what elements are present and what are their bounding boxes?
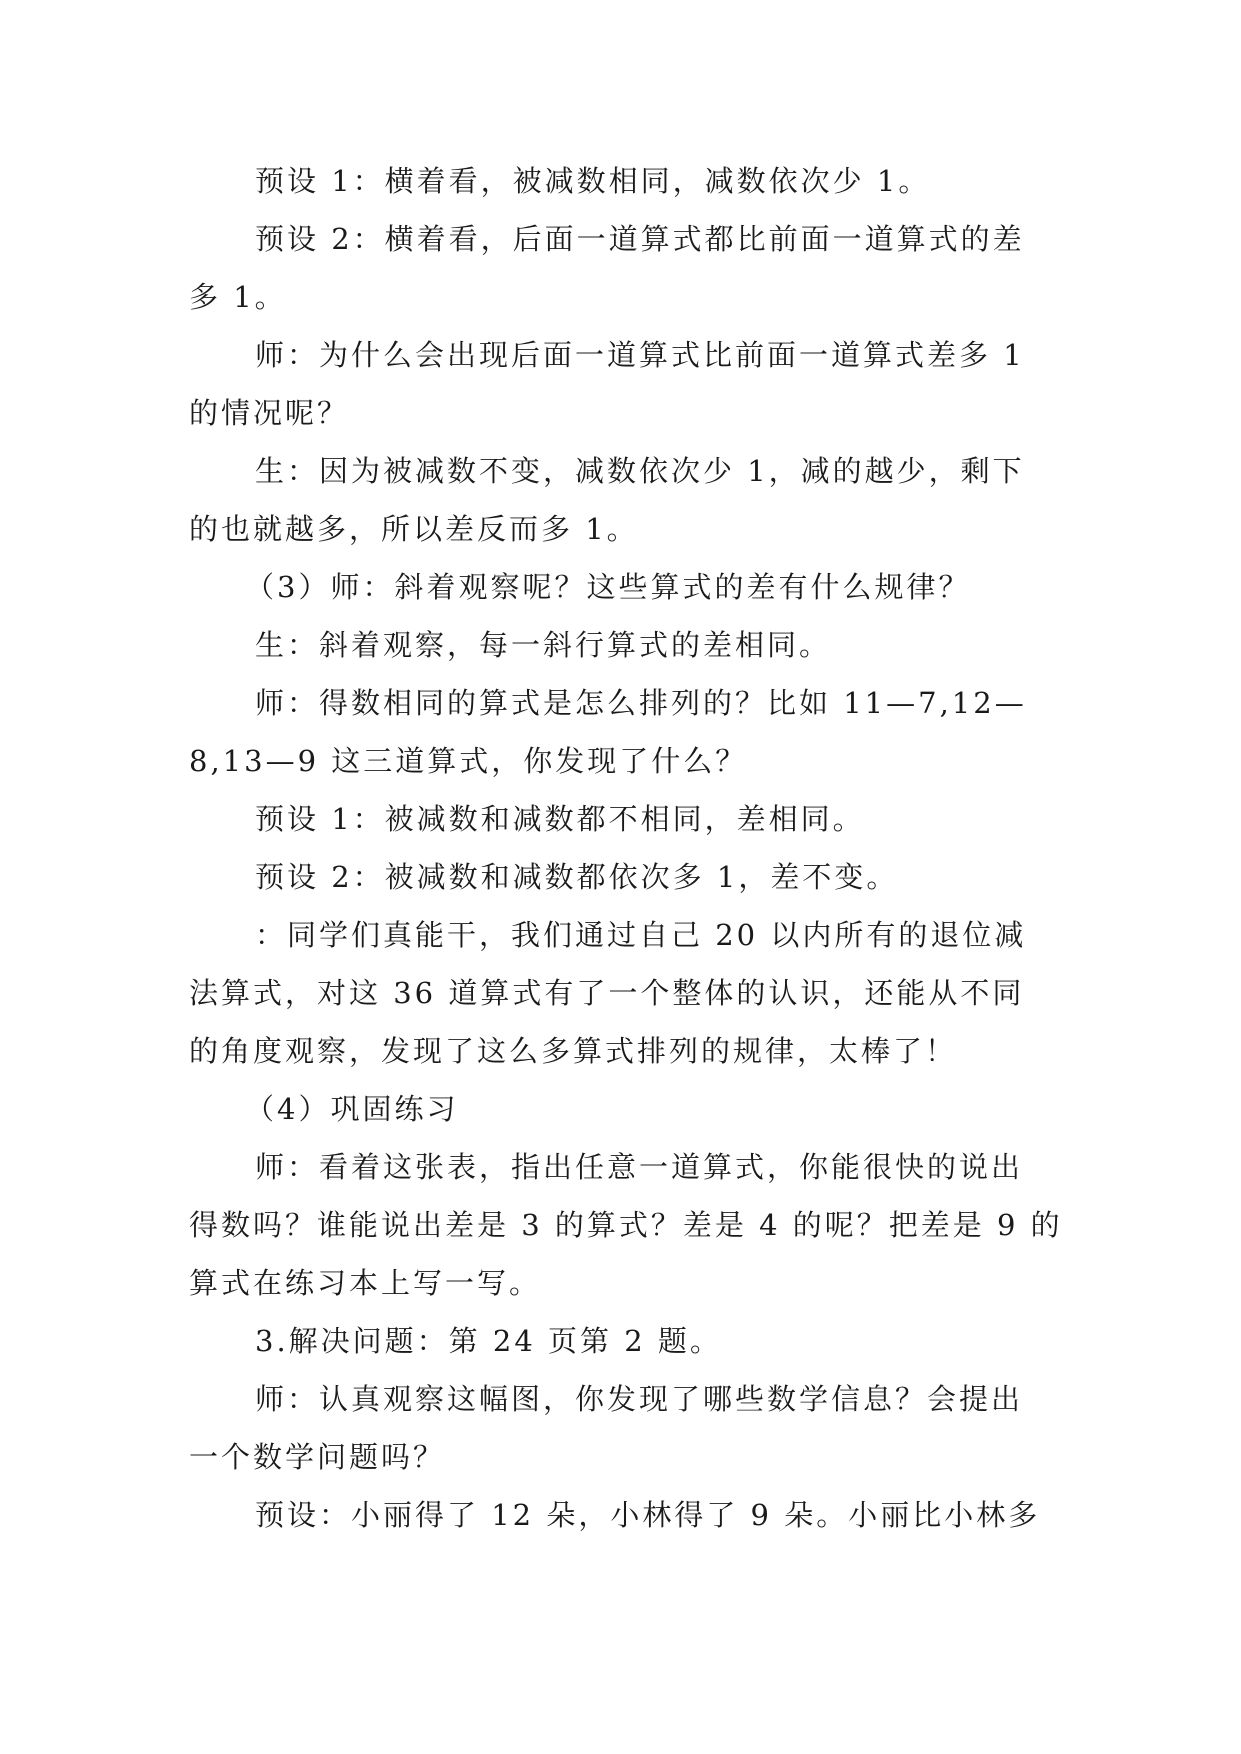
text-line: 3.解决问题：第 24 页第 2 题。 bbox=[255, 1324, 722, 1358]
text-line: 一个数学问题吗？ bbox=[189, 1440, 446, 1474]
text-line: 师：认真观察这幅图，你发现了哪些数学信息？会提出 bbox=[255, 1382, 1024, 1416]
text-line: 算式在练习本上写一写。 bbox=[189, 1266, 542, 1300]
text-line: 预设 2：被减数和减数都依次多 1，差不变。 bbox=[255, 860, 899, 894]
text-line: 得数吗？谁能说出差是 3 的算式？差是 4 的呢？把差是 9 的 bbox=[189, 1208, 1063, 1242]
text-line: 的也就越多，所以差反而多 1。 bbox=[189, 512, 639, 546]
text-line: 预设：小丽得了 12 朵，小林得了 9 朵。小丽比小林多 bbox=[255, 1498, 1041, 1532]
text-line: 的角度观察，发现了这么多算式排列的规律，太棒了！ bbox=[189, 1034, 958, 1068]
text-line: （3）师：斜着观察呢？这些算式的差有什么规律？ bbox=[245, 570, 971, 604]
text-line: 师：看着这张表，指出任意一道算式，你能很快的说出 bbox=[255, 1150, 1024, 1184]
text-line: 预设 1：被减数和减数都不相同，差相同。 bbox=[255, 802, 865, 836]
text-line: 的情况呢？ bbox=[189, 396, 350, 430]
text-line: 师：得数相同的算式是怎么排列的？比如 11—7,12— bbox=[255, 686, 1027, 720]
text-line: 预设 2：横着看，后面一道算式都比前面一道算式的差 bbox=[255, 222, 1025, 256]
text-line: 生：斜着观察，每一斜行算式的差相同。 bbox=[255, 628, 832, 662]
text-line: ：同学们真能干，我们通过自己 20 以内所有的退位减 bbox=[255, 918, 1027, 952]
text-line: 多 1。 bbox=[189, 280, 287, 314]
text-line: 预设 1：横着看，被减数相同，减数依次少 1。 bbox=[255, 164, 931, 198]
text-line: 法算式，对这 36 道算式有了一个整体的认识，还能从不同 bbox=[189, 976, 1025, 1010]
document-body bbox=[189, 152, 1063, 1544]
text-line: （4）巩固练习 bbox=[245, 1092, 459, 1126]
text-line: 8,13—9 这三道算式，你发现了什么？ bbox=[189, 744, 748, 778]
text-line: 师：为什么会出现后面一道算式比前面一道算式差多 1 bbox=[255, 338, 1025, 372]
text-line: 生：因为被减数不变，减数依次少 1，减的越少，剩下 bbox=[255, 454, 1025, 488]
